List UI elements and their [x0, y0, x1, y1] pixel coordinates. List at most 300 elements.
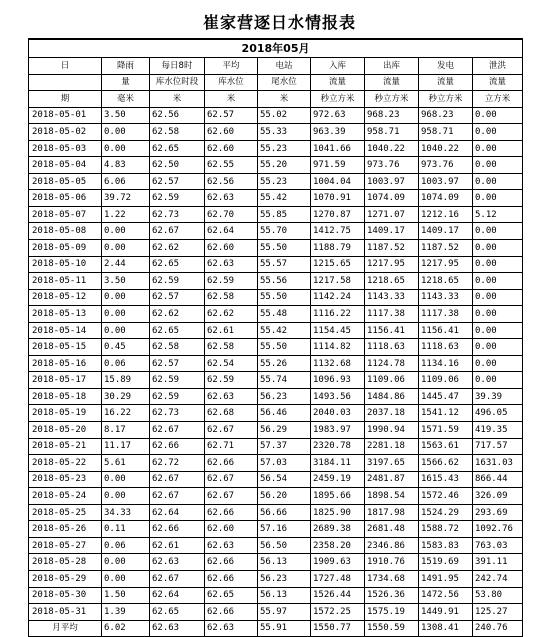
table-row-cell: 34.33 [102, 504, 150, 521]
table-row [29, 521, 523, 538]
table-row-cell: 2018-05-24 [29, 488, 102, 505]
header-row-cell: 秒立方米 [311, 91, 365, 108]
table-row-cell: 62.65 [150, 256, 205, 273]
table-row-cell: 62.59 [150, 372, 205, 389]
table-row-cell: 62.57 [150, 355, 205, 372]
table-row [29, 471, 523, 488]
table-row-cell: 2018-05-23 [29, 471, 102, 488]
table-row-cell: 62.66 [150, 521, 205, 538]
table-row-cell: 62.61 [205, 322, 258, 339]
table-row-cell: 1187.52 [365, 240, 419, 257]
table-row-cell: 0.00 [102, 223, 150, 240]
table-row-cell: 62.63 [205, 537, 258, 554]
table-row-cell: 30.29 [102, 388, 150, 405]
table-row-cell: 2018-05-07 [29, 206, 102, 223]
header-row-cell: 每日8时 [150, 58, 205, 75]
table-row-cell: 1143.33 [365, 289, 419, 306]
table-row-cell: 62.58 [150, 124, 205, 141]
table-row-cell: 1583.83 [419, 537, 473, 554]
water-report-table [28, 38, 523, 637]
header-row-cell: 电站 [258, 58, 311, 75]
header-row [29, 58, 523, 75]
table-row-cell: 1571.59 [419, 422, 473, 439]
table-row-cell: 0.00 [102, 322, 150, 339]
table-row-cell: 62.73 [150, 405, 205, 422]
table-row-cell: 293.69 [473, 504, 523, 521]
table-row-cell: 1895.66 [311, 488, 365, 505]
table-row-cell: 0.00 [473, 372, 523, 389]
table-row-cell: 972.63 [311, 107, 365, 124]
table-row-cell: 0.00 [473, 190, 523, 207]
table-row-cell: 6.06 [102, 173, 150, 190]
table-row-cell: 62.65 [205, 587, 258, 604]
table-row-cell: 62.57 [150, 173, 205, 190]
table-row-cell: 1154.45 [311, 322, 365, 339]
table-row-cell: 1116.22 [311, 306, 365, 323]
report-title: 崔家营逐日水情报表 [202, 13, 356, 32]
table-row-cell: 55.50 [258, 289, 311, 306]
table-row-cell: 11.17 [102, 438, 150, 455]
table-row [29, 488, 523, 505]
table-row-cell: 62.67 [205, 471, 258, 488]
table-row-cell: 2018-05-18 [29, 388, 102, 405]
table-row-cell: 1134.16 [419, 355, 473, 372]
header-row [29, 74, 523, 91]
table-row-cell: 1727.48 [311, 570, 365, 587]
table-row-cell: 242.74 [473, 570, 523, 587]
table-row-cell: 2459.19 [311, 471, 365, 488]
table-row-cell: 0.00 [473, 322, 523, 339]
table-row-cell: 2358.20 [311, 537, 365, 554]
table-row-cell: 62.63 [205, 190, 258, 207]
table-row-cell: 1143.33 [419, 289, 473, 306]
table-row [29, 190, 523, 207]
table-row-cell: 62.70 [205, 206, 258, 223]
table-row-cell: 1575.19 [365, 604, 419, 621]
header-row-cell: 流量 [473, 74, 523, 91]
table-row-cell: 2018-05-21 [29, 438, 102, 455]
header-row-cell: 库水位 [205, 74, 258, 91]
table-row-cell: 3184.11 [311, 455, 365, 472]
table-row-cell: 39.39 [473, 388, 523, 405]
table-row [29, 504, 523, 521]
table-row-cell: 2.44 [102, 256, 150, 273]
table-row-cell: 1004.04 [311, 173, 365, 190]
table-row [29, 604, 523, 621]
table-row [29, 372, 523, 389]
table-row-cell: 62.62 [205, 306, 258, 323]
table-row-cell: 2689.38 [311, 521, 365, 538]
table-row-cell: 62.58 [150, 339, 205, 356]
table-row-cell: 0.00 [102, 471, 150, 488]
table-row [29, 240, 523, 257]
header-row-cell: 期 [29, 91, 102, 108]
header-row-cell: 降雨 [102, 58, 150, 75]
table-row-cell: 56.66 [258, 504, 311, 521]
header-row-cell: 入库 [311, 58, 365, 75]
summary-row-cell: 62.63 [150, 620, 205, 637]
table-row-cell: 1484.86 [365, 388, 419, 405]
table-row-cell: 0.06 [102, 537, 150, 554]
table-row-cell: 973.76 [419, 157, 473, 174]
month-label: 2018年05月 [29, 39, 523, 58]
table-row-cell: 56.20 [258, 488, 311, 505]
table-row-cell: 0.00 [473, 173, 523, 190]
table-row-cell: 0.00 [473, 240, 523, 257]
table-row-cell: 0.00 [102, 570, 150, 587]
table-row-cell: 2018-05-01 [29, 107, 102, 124]
table-row-cell: 1041.66 [311, 140, 365, 157]
table-row-cell: 2018-05-30 [29, 587, 102, 604]
table-row-cell: 2018-05-28 [29, 554, 102, 571]
table-row-cell: 62.66 [205, 504, 258, 521]
table-row-cell: 3.50 [102, 107, 150, 124]
table-row-cell: 56.29 [258, 422, 311, 439]
table-row-cell: 1909.63 [311, 554, 365, 571]
table-row-cell: 62.64 [150, 587, 205, 604]
table-row-cell: 62.66 [150, 438, 205, 455]
table-row-cell: 55.48 [258, 306, 311, 323]
header-row-cell: 秒立方米 [365, 91, 419, 108]
table-row-cell: 55.20 [258, 157, 311, 174]
table-row-cell: 2040.03 [311, 405, 365, 422]
table-row-cell: 57.37 [258, 438, 311, 455]
table-row [29, 273, 523, 290]
table-row-cell: 4.83 [102, 157, 150, 174]
table-row-cell: 1825.90 [311, 504, 365, 521]
table-row [29, 140, 523, 157]
table-row-cell: 1040.22 [419, 140, 473, 157]
table-row-cell: 1074.09 [365, 190, 419, 207]
table-row-cell: 62.67 [150, 471, 205, 488]
header-row-cell: 库水位时段 [150, 74, 205, 91]
table-row-cell: 62.67 [150, 488, 205, 505]
table-row-cell: 1070.91 [311, 190, 365, 207]
table-row-cell: 0.00 [473, 355, 523, 372]
table-row-cell: 2018-05-26 [29, 521, 102, 538]
table-row-cell: 1187.52 [419, 240, 473, 257]
table-row-cell: 0.00 [102, 306, 150, 323]
table-row-cell: 1142.24 [311, 289, 365, 306]
table-row-cell: 62.57 [205, 107, 258, 124]
table-row [29, 339, 523, 356]
header-row-cell: 泄洪 [473, 58, 523, 75]
table-row-cell: 2018-05-29 [29, 570, 102, 587]
table-row [29, 570, 523, 587]
table-row-cell: 2018-05-03 [29, 140, 102, 157]
header-row-cell: 秒立方米 [419, 91, 473, 108]
table-row [29, 157, 523, 174]
table-row-cell: 62.66 [205, 455, 258, 472]
table-row [29, 355, 523, 372]
table-row-cell: 717.57 [473, 438, 523, 455]
header-row-cell: 流量 [419, 74, 473, 91]
table-row-cell: 62.71 [205, 438, 258, 455]
table-row-cell: 0.00 [102, 240, 150, 257]
table-row-cell: 2018-05-11 [29, 273, 102, 290]
table-row-cell: 1156.41 [365, 322, 419, 339]
table-row [29, 537, 523, 554]
table-row-cell: 1118.63 [365, 339, 419, 356]
table-row-cell: 62.67 [150, 570, 205, 587]
table-row-cell: 2037.18 [365, 405, 419, 422]
table-row-cell: 55.70 [258, 223, 311, 240]
table-row [29, 587, 523, 604]
table-row-cell: 57.16 [258, 521, 311, 538]
table-row-cell: 55.97 [258, 604, 311, 621]
header-row-cell: 尾水位 [258, 74, 311, 91]
table-row-cell: 0.00 [102, 554, 150, 571]
table-row-cell: 1096.93 [311, 372, 365, 389]
table-row-cell: 56.46 [258, 405, 311, 422]
summary-row-cell: 55.91 [258, 620, 311, 637]
header-row-cell: 毫米 [102, 91, 150, 108]
table-row-cell: 0.00 [473, 140, 523, 157]
table-row-cell: 1132.68 [311, 355, 365, 372]
table-row-cell: 1.39 [102, 604, 150, 621]
table-row-cell: 2018-05-09 [29, 240, 102, 257]
table-row-cell: 62.59 [150, 273, 205, 290]
table-row-cell: 0.00 [473, 107, 523, 124]
table-row-cell: 971.59 [311, 157, 365, 174]
header-row-cell [29, 74, 102, 91]
header-row-cell: 米 [150, 91, 205, 108]
table-row-cell: 1003.97 [365, 173, 419, 190]
table-row-cell: 1215.65 [311, 256, 365, 273]
summary-row-cell: 1308.41 [419, 620, 473, 637]
table-row-cell: 55.57 [258, 256, 311, 273]
table-row-cell: 55.02 [258, 107, 311, 124]
table-row-cell: 62.58 [205, 339, 258, 356]
summary-row-cell: 6.02 [102, 620, 150, 637]
table-row-cell: 2281.18 [365, 438, 419, 455]
table-row-cell: 62.57 [150, 289, 205, 306]
table-row-cell: 1449.91 [419, 604, 473, 621]
table-row-cell: 2320.78 [311, 438, 365, 455]
table-row-cell: 1.22 [102, 206, 150, 223]
table-row-cell: 1040.22 [365, 140, 419, 157]
table-row [29, 422, 523, 439]
table-row-cell: 958.71 [365, 124, 419, 141]
table-row-cell: 55.26 [258, 355, 311, 372]
table-row-cell: 62.60 [205, 521, 258, 538]
table-row-cell: 57.03 [258, 455, 311, 472]
month-row [29, 39, 523, 58]
table-row-cell: 1.50 [102, 587, 150, 604]
table-row-cell: 1491.95 [419, 570, 473, 587]
table-row-cell: 391.11 [473, 554, 523, 571]
table-row-cell: 62.65 [150, 140, 205, 157]
table-row-cell: 55.23 [258, 140, 311, 157]
table-row-cell: 963.39 [311, 124, 365, 141]
table-row-cell: 1117.38 [419, 306, 473, 323]
table-row-cell: 53.80 [473, 587, 523, 604]
table-row-cell: 1217.95 [419, 256, 473, 273]
table-row-cell: 0.00 [473, 339, 523, 356]
table-row [29, 256, 523, 273]
table-row-cell: 62.64 [205, 223, 258, 240]
table-row-cell: 55.85 [258, 206, 311, 223]
table-row-cell: 1412.75 [311, 223, 365, 240]
table-row-cell: 1734.68 [365, 570, 419, 587]
header-row-cell: 发电 [419, 58, 473, 75]
table-row-cell: 0.00 [102, 488, 150, 505]
header-row-cell: 量 [102, 74, 150, 91]
table-row-cell: 1218.65 [365, 273, 419, 290]
table-row-cell: 1541.12 [419, 405, 473, 422]
summary-row-cell: 240.76 [473, 620, 523, 637]
table-row-cell: 419.35 [473, 422, 523, 439]
table-row-cell: 5.12 [473, 206, 523, 223]
summary-row-cell: 62.63 [205, 620, 258, 637]
table-row-cell: 55.56 [258, 273, 311, 290]
table-row-cell: 2018-05-02 [29, 124, 102, 141]
table-row-cell: 62.67 [205, 488, 258, 505]
table-row-cell: 1117.38 [365, 306, 419, 323]
table-row [29, 107, 523, 124]
table-row-cell: 968.23 [419, 107, 473, 124]
table-row-cell: 1003.97 [419, 173, 473, 190]
table-row-cell: 1114.82 [311, 339, 365, 356]
table-row-cell: 1519.69 [419, 554, 473, 571]
summary-row-cell: 1550.77 [311, 620, 365, 637]
table-row-cell: 56.23 [258, 570, 311, 587]
table-row-cell: 1631.03 [473, 455, 523, 472]
table-row-cell: 16.22 [102, 405, 150, 422]
table-row-cell: 62.59 [205, 273, 258, 290]
header-row [29, 91, 523, 108]
table-row-cell: 496.05 [473, 405, 523, 422]
table-row-cell: 1472.56 [419, 587, 473, 604]
table-row [29, 173, 523, 190]
header-row-cell: 流量 [365, 74, 419, 91]
table-row-cell: 1566.62 [419, 455, 473, 472]
table-row-cell: 968.23 [365, 107, 419, 124]
table-row-cell: 62.56 [205, 173, 258, 190]
summary-row-cell: 1550.59 [365, 620, 419, 637]
table-row-cell: 973.76 [365, 157, 419, 174]
table-row-cell: 1409.17 [365, 223, 419, 240]
table-row-cell: 763.03 [473, 537, 523, 554]
table-row [29, 306, 523, 323]
table-row-cell: 2018-05-17 [29, 372, 102, 389]
table-row-cell: 0.06 [102, 355, 150, 372]
table-row-cell: 2018-05-27 [29, 537, 102, 554]
table-row-cell: 2018-05-15 [29, 339, 102, 356]
table-row-cell: 0.45 [102, 339, 150, 356]
table-row-cell: 958.71 [419, 124, 473, 141]
table-row-cell: 1218.65 [419, 273, 473, 290]
table-row-cell: 1524.29 [419, 504, 473, 521]
header-row-cell: 米 [258, 91, 311, 108]
table-row-cell: 0.00 [473, 256, 523, 273]
table-row-cell: 1212.16 [419, 206, 473, 223]
table-row-cell: 55.74 [258, 372, 311, 389]
table-row-cell: 1118.63 [419, 339, 473, 356]
table-row [29, 289, 523, 306]
table-row-cell: 326.09 [473, 488, 523, 505]
table-row-cell: 0.00 [473, 289, 523, 306]
table-row-cell: 3.50 [102, 273, 150, 290]
table-row-cell: 1572.25 [311, 604, 365, 621]
table-row [29, 438, 523, 455]
table-row-cell: 1188.79 [311, 240, 365, 257]
table-row-cell: 2018-05-25 [29, 504, 102, 521]
table-row-cell: 62.56 [150, 107, 205, 124]
table-row-cell: 56.23 [258, 388, 311, 405]
table-row-cell: 2018-05-16 [29, 355, 102, 372]
table-row-cell: 0.00 [102, 140, 150, 157]
table-row [29, 223, 523, 240]
table-row [29, 124, 523, 141]
table-row-cell: 0.00 [102, 124, 150, 141]
table-row-cell: 1990.94 [365, 422, 419, 439]
header-row-cell: 米 [205, 91, 258, 108]
table-row-cell: 1526.44 [311, 587, 365, 604]
table-row [29, 405, 523, 422]
table-row-cell: 62.63 [205, 256, 258, 273]
table-row-cell: 1572.46 [419, 488, 473, 505]
table-row-cell: 1615.43 [419, 471, 473, 488]
table-row-cell: 1898.54 [365, 488, 419, 505]
table-row-cell: 56.13 [258, 554, 311, 571]
table-row-cell: 62.63 [150, 554, 205, 571]
table-row-cell: 125.27 [473, 604, 523, 621]
table-row-cell: 2018-05-14 [29, 322, 102, 339]
table-row-cell: 0.00 [473, 306, 523, 323]
table-row-cell: 3197.65 [365, 455, 419, 472]
table-row-cell: 1092.76 [473, 521, 523, 538]
header-row-cell: 平均 [205, 58, 258, 75]
table-row-cell: 62.68 [205, 405, 258, 422]
header-row-cell: 出库 [365, 58, 419, 75]
table-row-cell: 1817.98 [365, 504, 419, 521]
table-row-cell: 2346.86 [365, 537, 419, 554]
table-row [29, 322, 523, 339]
table-row-cell: 56.13 [258, 587, 311, 604]
table-row-cell: 62.62 [150, 240, 205, 257]
table-row-cell: 55.23 [258, 173, 311, 190]
table-row-cell: 0.00 [473, 273, 523, 290]
table-row-cell: 2018-05-06 [29, 190, 102, 207]
table-row-cell: 62.59 [205, 372, 258, 389]
table-row-cell: 62.60 [205, 240, 258, 257]
table-row-cell: 62.67 [150, 422, 205, 439]
header-row-cell: 立方米 [473, 91, 523, 108]
table-row-cell: 1493.56 [311, 388, 365, 405]
table-row-cell: 0.00 [473, 157, 523, 174]
table-row-cell: 62.63 [205, 388, 258, 405]
table-row-cell: 62.67 [205, 422, 258, 439]
table-row-cell: 62.66 [205, 554, 258, 571]
table-row-cell: 1074.09 [419, 190, 473, 207]
summary-row-cell: 月平均 [29, 620, 102, 637]
table-row-cell: 2018-05-31 [29, 604, 102, 621]
table-row-cell: 1445.47 [419, 388, 473, 405]
table-row-cell: 2018-05-12 [29, 289, 102, 306]
table-row-cell: 2018-05-08 [29, 223, 102, 240]
table-row-cell: 62.59 [150, 190, 205, 207]
table-row-cell: 62.73 [150, 206, 205, 223]
table-row-cell: 39.72 [102, 190, 150, 207]
table-row-cell: 0.00 [473, 124, 523, 141]
table-row-cell: 2018-05-20 [29, 422, 102, 439]
table-row-cell: 62.65 [150, 322, 205, 339]
table-row-cell: 62.59 [150, 388, 205, 405]
table-row-cell: 62.65 [150, 604, 205, 621]
table-row-cell: 1983.97 [311, 422, 365, 439]
table-row-cell: 62.50 [150, 157, 205, 174]
